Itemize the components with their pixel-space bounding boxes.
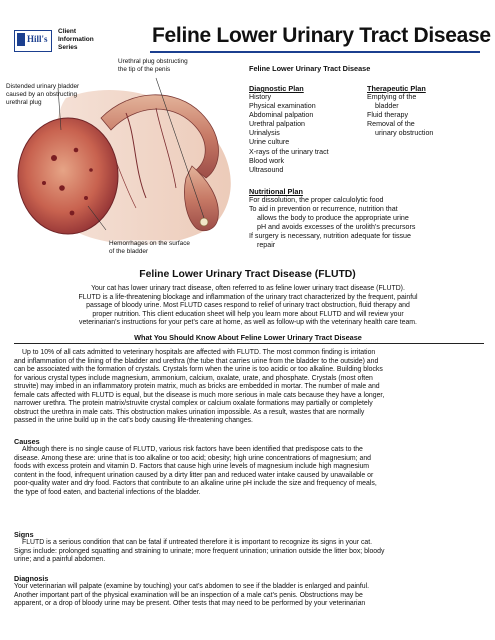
subheading: What You Should Know About Feline Lower Urinary Tract Disease xyxy=(134,333,362,342)
list-item: bladder xyxy=(375,102,399,111)
subheading-rule xyxy=(14,343,484,344)
list-item: To aid in prevention or recurrence, nutrition that xyxy=(249,204,398,213)
list-item: Urethral palpation xyxy=(249,120,305,129)
hills-logo xyxy=(14,30,52,52)
signs-section: Signs FLUTD is a serious condition that can be fatal if untreated therefore it is important to recognize its signs in your cat. Signs include: prolonged squatting and straining to urinate; more frequent urination; urination outside the litter box; bloody urine; and a painful abdomen. xyxy=(14,530,484,565)
anatomy-illustration xyxy=(6,58,242,254)
body-paragraph: Up to 10% of all cats admitted to veterinary hospitals are affected with FLUTD. The most common finding is irritation and inflammation of the lining of the bladder and urethra (the tube that carries urine from the bladder to the outside) and can be associated with the formation of crystals. Crystals form when the urine is too acidic or too alkaline. Building blocks for various crystal types include magnesium, ammonium, calcium, oxalate, urate, and phosphate. Crystals (most often struvite) may imbed in an inflammatory protein matrix, much as bricks are embedded in mortar. The number of male and female cats affected with FLUTD is equal, but the disease is much more serious in male cats because they have a longer, narrower urethra. The protein matrix/struvite crystal complex or calcium oxalate formations may partially or completely obstruct the urethra in male cats. This obstruction makes urination impossible. As a result, wastes that are normally passed in the urine build up in the cat’s body causing life-threatening changes. xyxy=(14,349,385,425)
diagnosis-section: Diagnosis Your veterinarian will palpate (examine by touching) your cat’s abdomen to see if the bladder is enlarged and painful. Another important part of the physical examination will be an inspection of a male cat’s penis. Obstructions may be apparent, or a drop of bloody urine may be present. Other tests that may need to be performed by your veterinarian xyxy=(14,574,484,609)
series-label: Client Information Series xyxy=(58,28,94,51)
info-box-title: Feline Lower Urinary Tract Disease xyxy=(249,64,371,73)
therapeutic-plan xyxy=(367,84,485,175)
nutritional-heading: Nutritional Plan xyxy=(249,186,303,196)
title-underline xyxy=(150,51,480,53)
causes-heading: Causes xyxy=(14,437,40,446)
logo-text: Hill's xyxy=(27,34,48,44)
list-item: repair xyxy=(257,241,276,250)
label-distended-bladder: Distended urinary bladder caused by an obstructing urethral plug xyxy=(6,83,80,106)
diagnostic-plan xyxy=(249,84,367,175)
list-item: Abdominal palpation xyxy=(249,111,314,120)
list-item: Urine culture xyxy=(249,138,290,147)
info-box xyxy=(249,64,485,250)
page-title: Feline Lower Urinary Tract Disease xyxy=(152,24,491,47)
signs-heading: Signs xyxy=(14,530,34,539)
label-urethral-plug: Urethral plug obstructing the tip of the penis xyxy=(118,58,188,73)
causes-section: Causes Although there is no single cause of FLUTD, various risk factors have been identified that predispose cats to the disease. Among these are: urine that is too alkaline or too acid; obesity; high urine concentrations of magnesium; and foods with excess protein and vitamin D. Factors that cause high urine levels of magnesium include high magnesium content in the food, infrequent urination caused by a dirty litter pan and reduced water intake caused by unavailable or poor-quality water and dry food. Factors that contribute to an alkaline urine pH include the size and frequency of meals, the type of food eaten, and bacterial infections of the bladder. xyxy=(14,437,484,497)
list-item: allows the body to produce the appropriate urine xyxy=(257,214,409,223)
nutritional-plan xyxy=(249,187,485,251)
list-item: Fluid therapy xyxy=(367,111,409,120)
list-item: If surgery is necessary, nutrition adequate for tissue xyxy=(249,232,411,241)
list-item: History xyxy=(249,93,272,101)
list-item: urinary obstruction xyxy=(375,129,434,138)
list-item: pH and avoids excesses of the urolith’s precursors xyxy=(257,223,416,232)
list-item: X-rays of the urinary tract xyxy=(249,147,329,156)
list-item: Physical examination xyxy=(249,102,316,111)
logo-mark-icon xyxy=(17,33,25,46)
intro-paragraph: Your cat has lower urinary tract disease, often referred to as feline lower urinary tract disease (FLUTD). FLUTD is a life-threatening blockage and inflammation of the urinary tract characterized by the frequent, painful passage of bloody urine. Most FLUTD cases respond to relief of urinary tract obstruction, fluid therapy and proper nutrition. This client education sheet will help you learn more about FLUTD and will review your veterinarian’s instructions for your pet’s care at home, as well as follow-up with the veterinary health care team. xyxy=(78,285,418,327)
plans-row xyxy=(249,84,485,175)
diagnosis-heading: Diagnosis xyxy=(14,574,49,583)
label-hemorrhages: Hemorrhages on the surface of the bladder xyxy=(109,240,190,255)
header xyxy=(0,0,495,56)
list-item: Emptying of the xyxy=(367,93,417,101)
list-item: Urinalysis xyxy=(249,129,280,138)
list-item: Ultrasound xyxy=(249,165,284,174)
list-item: Removal of the xyxy=(367,120,415,129)
list-item: Blood work xyxy=(249,156,285,165)
list-item: For dissolution, the proper calculolytic food xyxy=(249,195,384,204)
article-heading: Feline Lower Urinary Tract Disease (FLUTD) xyxy=(139,269,356,280)
therapeutic-heading: Therapeutic Plan xyxy=(367,84,426,93)
diagnostic-heading: Diagnostic Plan xyxy=(249,84,304,93)
